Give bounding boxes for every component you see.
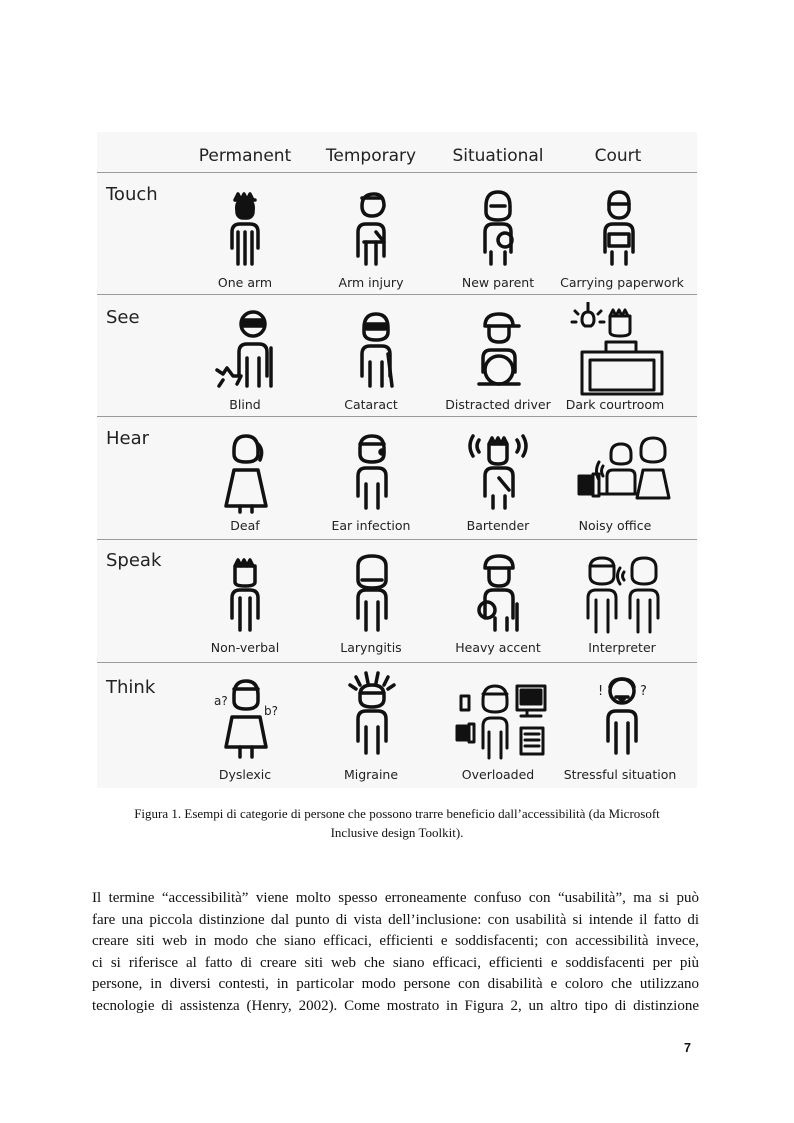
divider xyxy=(97,539,697,540)
paragraph-line: persone, in diversi contesti, in particolar modo persone con disabilità e coloro che utilizzano xyxy=(92,976,699,993)
divider xyxy=(97,172,697,173)
person-heavy-accent-icon xyxy=(443,552,553,652)
person-deaf-icon xyxy=(190,430,300,530)
divider xyxy=(97,662,697,663)
figure-caption-line: Figura 1. Esempi di categorie di persone che possono trarre beneficio dall’accessibilità (da Microsoft xyxy=(134,806,660,821)
column-header-temporary: Temporary xyxy=(325,146,417,166)
row-header-touch: Touch xyxy=(106,184,158,205)
caption-migraine: Migraine xyxy=(343,767,399,782)
person-non-verbal-icon xyxy=(190,552,300,652)
paragraph-line: creare siti web in modo che siano efficaci, efficienti e soddisfacenti; con accessibilità invece, xyxy=(92,933,699,950)
divider xyxy=(97,416,697,417)
caption-overloaded: Overloaded xyxy=(461,767,535,782)
noisy-office-icon xyxy=(571,430,681,530)
dyslexic-annotation-a: a? xyxy=(214,694,228,708)
person-bartender-icon xyxy=(443,430,553,530)
body-paragraph xyxy=(92,888,699,1018)
column-header-permanent: Permanent xyxy=(198,146,292,166)
page-number: 7 xyxy=(684,1041,691,1055)
person-new-parent-icon xyxy=(443,186,553,286)
person-distracted-driver-icon xyxy=(443,308,553,408)
caption-interpreter: Interpreter xyxy=(588,640,656,655)
dark-courtroom-icon xyxy=(566,302,676,402)
caption-laryngitis: Laryngitis xyxy=(340,640,402,655)
caption-non-verbal: Non-verbal xyxy=(210,640,280,655)
caption-bartender: Bartender xyxy=(466,518,530,533)
caption-carrying-paperwork: Carrying paperwork xyxy=(560,275,684,290)
row-header-hear: Hear xyxy=(106,428,150,449)
stress-annotation-question: ? xyxy=(640,684,647,699)
caption-distracted-driver: Distracted driver xyxy=(445,397,551,412)
paragraph-line: ci si riferisce al fatto di creare siti web che siano efficaci, efficienti e soddisfacenti per più xyxy=(92,954,699,971)
column-header-court: Court xyxy=(594,146,642,166)
figure-caption-line: Inclusive design Toolkit). xyxy=(330,825,464,840)
dyslexic-annotation-b: b? xyxy=(264,704,278,718)
caption-dark-courtroom: Dark courtroom xyxy=(565,397,665,412)
person-blind-icon xyxy=(195,308,305,408)
paragraph-line: fare una piccola distinzione dal punto di vista dell’inclusione: con usabilità si intende il fatto di xyxy=(92,911,699,928)
caption-heavy-accent: Heavy accent xyxy=(455,640,541,655)
divider xyxy=(97,294,697,295)
caption-stressful-situation: Stressful situation xyxy=(563,767,677,782)
person-stressful-situation-icon xyxy=(566,673,676,773)
person-carrying-paperwork-icon xyxy=(563,186,673,286)
caption-one-arm: One arm xyxy=(217,275,273,290)
person-ear-infection-icon xyxy=(316,430,426,530)
caption-ear-infection: Ear infection xyxy=(331,518,411,533)
person-arm-injury-icon xyxy=(316,186,426,286)
row-header-speak: Speak xyxy=(106,550,162,571)
row-header-see: See xyxy=(106,307,140,328)
caption-arm-injury: Arm injury xyxy=(338,275,404,290)
person-dyslexic-icon xyxy=(190,673,300,773)
paragraph-line: tecnologie di assistenza (Henry, 2002). Come mostrato in Figura 2, un altro tipo di distinzione xyxy=(92,997,699,1014)
caption-dyslexic: Dyslexic xyxy=(218,767,272,782)
caption-noisy-office: Noisy office xyxy=(578,518,652,533)
paragraph-line: Il termine “accessibilità” viene molto spesso erroneamente confuso con “usabilità”, ma si può xyxy=(92,890,699,906)
caption-cataract: Cataract xyxy=(344,397,398,412)
person-laryngitis-icon xyxy=(316,552,426,652)
person-one-arm-icon xyxy=(190,186,300,286)
stress-annotation-exclamation: ! xyxy=(598,684,604,699)
figure-caption xyxy=(96,804,698,842)
interpreter-icon xyxy=(566,552,676,652)
caption-new-parent: New parent xyxy=(461,275,535,290)
overloaded-icon xyxy=(449,678,559,778)
column-header-situational: Situational xyxy=(452,146,544,166)
caption-deaf: Deaf xyxy=(230,518,260,533)
person-cataract-icon xyxy=(320,308,430,408)
caption-blind: Blind xyxy=(229,397,261,412)
person-migraine-icon xyxy=(316,671,426,771)
row-header-think: Think xyxy=(106,677,156,698)
